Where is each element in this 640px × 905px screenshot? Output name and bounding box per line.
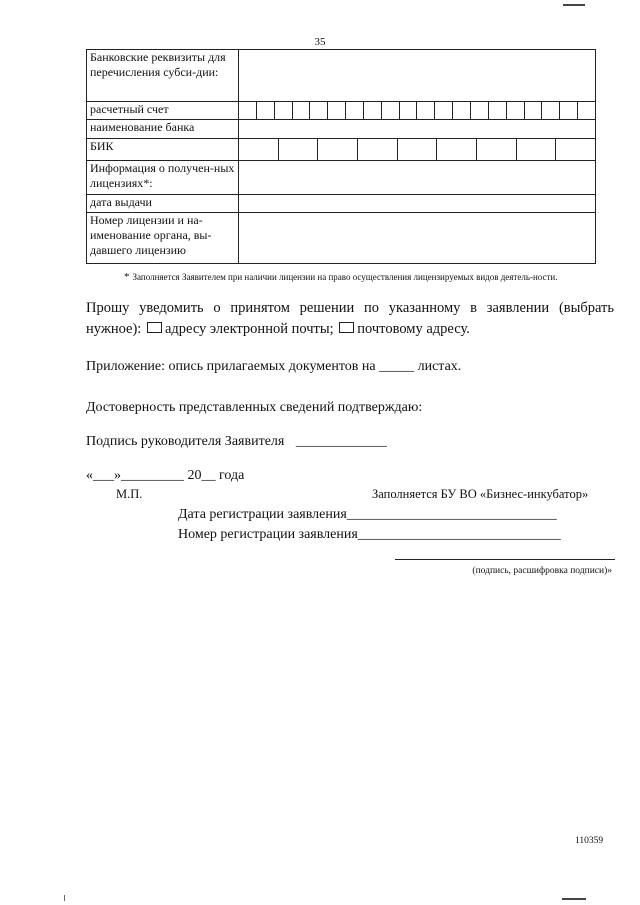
reg-number-blank[interactable]: _____________________________ — [357, 527, 561, 542]
account-digit-cell[interactable] — [239, 102, 256, 119]
notify-text: Прошу уведомить о принятом решении по указанному в заявлении (выбрать нужное): — [86, 300, 614, 337]
post-checkbox[interactable] — [339, 322, 354, 333]
scan-mark-top — [563, 4, 585, 6]
reg-date-line — [178, 507, 557, 523]
bank-name-label: наименование банка — [87, 120, 239, 139]
account-digit-cell[interactable] — [470, 102, 488, 119]
issue-date-field[interactable] — [239, 195, 596, 213]
attachment-blank[interactable]: _____ — [379, 359, 415, 374]
reg-number-label: Номер регистрации заявления — [178, 527, 358, 542]
bik-label: БИК — [87, 139, 239, 161]
bik-field[interactable] — [239, 139, 596, 161]
account-digit-cell[interactable] — [399, 102, 417, 119]
bank-details-value — [239, 50, 596, 102]
document-id: 110359 — [575, 836, 604, 846]
bik-digit-cell[interactable] — [436, 139, 476, 160]
stamp-label: М.П. — [116, 487, 143, 501]
issue-date-label: дата выдачи — [87, 195, 239, 213]
bank-details-label: Банковские реквизиты для перечисления субси-дии: — [87, 50, 239, 102]
bik-digit-cell[interactable] — [476, 139, 516, 160]
bank-name-field[interactable] — [239, 120, 596, 139]
footnote-text: Заполняется Заявителем при наличии лицензии на право осуществления лицензируемых видов деятель-ности. — [132, 272, 558, 282]
bik-digit-cell[interactable] — [278, 139, 318, 160]
confirm-text: Достоверность представленных сведений подтверждаю: — [86, 400, 423, 415]
account-digit-cell[interactable] — [488, 102, 506, 119]
email-checkbox[interactable] — [147, 322, 162, 333]
email-option-label: адресу электронной почты; — [164, 321, 334, 337]
bik-digit-cell[interactable] — [516, 139, 556, 160]
signature-rule — [395, 559, 615, 560]
reg-date-blank[interactable]: ______________________________ — [346, 507, 557, 522]
license-number-field[interactable] — [239, 213, 596, 264]
attachment-text-after: листах. — [417, 359, 462, 374]
account-label: расчетный счет — [87, 102, 239, 120]
footnote — [86, 271, 614, 283]
account-digit-cell[interactable] — [363, 102, 381, 119]
account-digit-cell[interactable] — [541, 102, 559, 119]
account-digit-cell[interactable] — [327, 102, 345, 119]
account-digit-cell[interactable] — [345, 102, 363, 119]
page-number: 35 — [314, 36, 326, 48]
account-digit-cell[interactable] — [577, 102, 595, 119]
account-digit-cell[interactable] — [524, 102, 542, 119]
account-digit-cell[interactable] — [559, 102, 577, 119]
account-digit-cell[interactable] — [434, 102, 452, 119]
account-number-field[interactable] — [239, 102, 596, 120]
date-line[interactable]: «___»_________ 20__ года — [86, 468, 245, 483]
signature-line — [86, 434, 387, 450]
post-option-label: почтовому адресу. — [357, 321, 470, 337]
bik-digit-cell[interactable] — [555, 139, 595, 160]
footnote-star: * — [124, 271, 130, 283]
account-digit-cell[interactable] — [416, 102, 434, 119]
bik-digit-cell[interactable] — [317, 139, 357, 160]
bank-details-table — [86, 49, 596, 264]
scan-mark-left — [64, 895, 65, 901]
account-digit-cell[interactable] — [506, 102, 524, 119]
account-digit-cell[interactable] — [309, 102, 327, 119]
signature-label: Подпись руководителя Заявителя — [86, 434, 285, 449]
license-info-label: Информация о получен-ных лицензиях*: — [87, 161, 239, 195]
bik-digit-cell[interactable] — [357, 139, 397, 160]
license-info-value — [239, 161, 596, 195]
reg-number-line — [178, 527, 561, 543]
account-digit-cell[interactable] — [292, 102, 310, 119]
notify-paragraph — [86, 298, 614, 340]
bik-digit-cell[interactable] — [397, 139, 437, 160]
attachment-line — [86, 359, 461, 375]
account-digit-cell[interactable] — [274, 102, 292, 119]
scan-mark-bottom — [562, 898, 586, 900]
filled-by-label: Заполняется БУ ВО «Бизнес-инкубатор» — [372, 487, 589, 501]
reg-date-label: Дата регистрации заявления — [178, 507, 347, 522]
account-digit-cell[interactable] — [256, 102, 274, 119]
signature-caption: (подпись, расшифровка подписи)» — [472, 566, 612, 576]
attachment-text: Приложение: опись прилагаемых документов на — [86, 359, 376, 374]
account-digit-cell[interactable] — [452, 102, 470, 119]
signature-blank[interactable]: _____________ — [295, 434, 387, 449]
account-digit-cell[interactable] — [381, 102, 399, 119]
bik-digit-cell[interactable] — [239, 139, 278, 160]
license-number-label: Номер лицензии и на-именование органа, вы-давшего лицензию — [87, 213, 239, 264]
